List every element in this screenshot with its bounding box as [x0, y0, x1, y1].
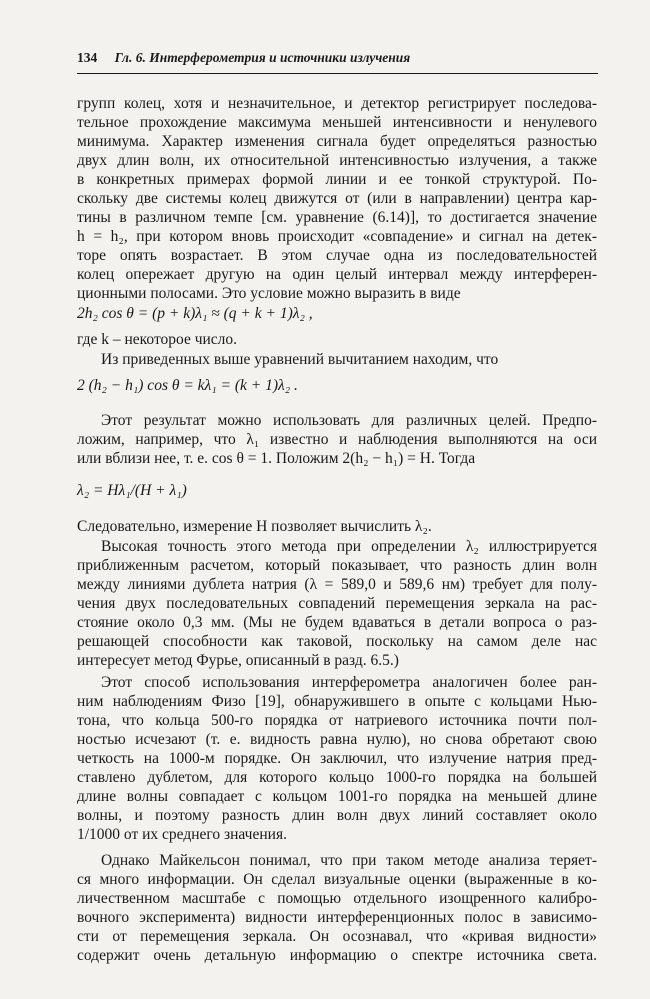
text-line: личественном масштабе с помощью отдельного изощренного калибро- — [77, 890, 597, 907]
text-line: приближенным расчетом, который показывает, что разность длин волн — [77, 557, 597, 574]
text-line: Однако Майкельсон понимал, что при таком методе анализа теряет- — [101, 852, 597, 869]
text-line: групп колец, хотя и незначительное, и детектор регистрирует последова- — [77, 95, 597, 112]
text-line: h = h₂, при котором вновь происходит «совпадение» и сигнал на детек- — [77, 228, 597, 245]
text-line: или вблизи нее, т. е. cos θ = 1. Положим 2(h₂ − h₁) = H. Тогда — [77, 450, 476, 467]
text-line: сти от перемещения зеркала. Он осознавал, что «кривая видности» — [77, 928, 597, 945]
text-line: ционными полосами. Это условие можно выразить в виде — [77, 285, 461, 302]
equation: λ₂ = Hλ₁/(H + λ₁) — [77, 482, 187, 499]
text-line: Следовательно, измерение H позволяет вычислить λ₂. — [77, 518, 432, 535]
text-line: интересует метод Фурье, описанный в разд. 6.5.) — [77, 652, 399, 669]
text-line: содержит очень детальную информацию о спектре источника света. — [77, 947, 597, 964]
text-line: длине волны совпадает с кольцом 1001-го порядка на меньшей длине — [77, 788, 597, 805]
text-line: торе опять возрастает. В этом случае одна из последовательностей — [77, 247, 597, 264]
text-line: стояние около 0,3 мм. (Мы не будем вдаваться в детали вопроса о раз- — [77, 614, 597, 631]
text-line: в конкретных примерах формой линии и ее тонкой структурой. По- — [77, 171, 597, 188]
text-line: где k – некоторое число. — [77, 331, 238, 348]
running-header — [77, 50, 597, 66]
text-line: между линиями дублета натрия (λ = 589,0 и 589,6 нм) требует для полу- — [77, 576, 597, 593]
text-line: вочного эксперимента) видности интерференционных полос в зависимо- — [77, 909, 597, 926]
text-line: колец опережает другую на один целый интервал между интерферен- — [77, 266, 597, 283]
text-line: ложим, например, что λ₁ известно и наблюдения выполняются на оси — [77, 431, 597, 448]
text-line: тины в различном темпе [см. уравнение (6.14)], то достигается значение — [77, 209, 597, 226]
text-line: ностью исчезают (т. е. видность равна нулю), но снова обретают свою — [77, 731, 597, 748]
text-line: 1/1000 от их среднего значения. — [77, 826, 287, 843]
text-line: Высокая точность этого метода при определении λ₂ иллюстрируется — [101, 538, 597, 555]
text-line: Этот способ использования интерферометра аналогичен более ран- — [101, 674, 597, 691]
text-line: ставлено дублетом, для которого кольцо 1000-го порядка на большей — [77, 769, 597, 786]
header-rule — [77, 73, 598, 74]
text-line: двух длин волн, их относительной интенсивностью излучения, а также — [77, 152, 597, 169]
chapter-title: Гл. 6. Интерферометрия и источники излучения — [114, 50, 411, 65]
text-line: ним наблюдениям Физо [19], обнаружившего в опыте с кольцами Нью- — [77, 693, 597, 710]
text-line: четкость на 1000-м порядке. Он заключил, что излучение натрия пред- — [77, 750, 597, 767]
text-line: тельное прохождение максимума меньшей интенсивности и ненулевого — [77, 114, 597, 131]
text-line: скольку две системы колец движутся от (или в направлении) центра кар- — [77, 190, 597, 207]
text-line: ся много информации. Он сделал визуальные оценки (выраженные в ко- — [77, 871, 597, 888]
text-line: волны, и поэтому разность длин волн двух линий составляет около — [77, 807, 597, 824]
text-line: минимума. Характер изменения сигнала будет определяться разностью — [77, 133, 597, 150]
text-line: решающей способности как таковой, поскольку на самом деле нас — [77, 633, 597, 650]
text-line: тона, что кольца 500-го порядка от натриевого источника почти пол- — [77, 712, 597, 729]
text-line: чения двух последовательных совпадений перемещения зеркала на рас- — [77, 595, 597, 612]
text-line: Этот результат можно использовать для различных целей. Предпо- — [101, 412, 597, 429]
equation: 2h₂ cos θ = (p + k)λ₁ ≈ (q + k + 1)λ₂ , — [77, 305, 313, 322]
equation: 2 (h₂ − h₁) cos θ = kλ₁ = (k + 1)λ₂ . — [77, 377, 298, 394]
text-line: Из приведенных выше уравнений вычитанием находим, что — [101, 351, 499, 368]
page-number: 134 — [77, 50, 98, 65]
